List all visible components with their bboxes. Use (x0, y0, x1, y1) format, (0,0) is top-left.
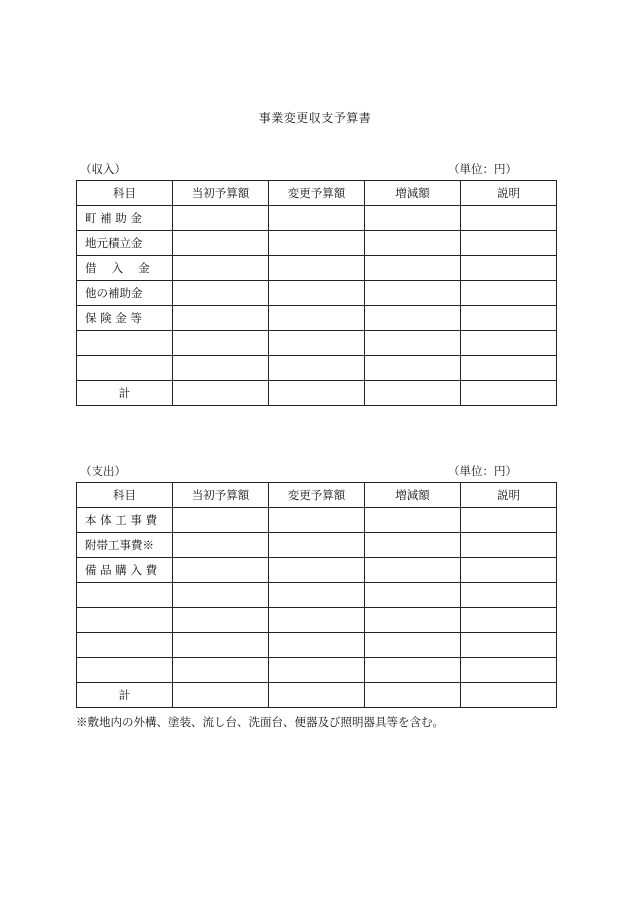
expense-item-label[interactable] (77, 608, 173, 633)
initial-budget-cell[interactable] (173, 206, 269, 231)
description-total-cell[interactable] (461, 683, 557, 708)
description-cell[interactable] (461, 306, 557, 331)
revised-budget-cell[interactable] (269, 533, 365, 558)
income-item-label: 他の補助金 (77, 281, 173, 306)
initial-budget-cell[interactable] (173, 608, 269, 633)
expense-item-label[interactable] (77, 583, 173, 608)
table-row (77, 281, 557, 306)
revised-budget-cell[interactable] (269, 608, 365, 633)
income-header-row (77, 181, 557, 206)
income-item-label[interactable] (77, 356, 173, 381)
revised-budget-cell[interactable] (269, 306, 365, 331)
description-cell[interactable] (461, 356, 557, 381)
revised-budget-cell[interactable] (269, 633, 365, 658)
change-cell[interactable] (365, 231, 461, 256)
change-cell[interactable] (365, 508, 461, 533)
table-row (77, 356, 557, 381)
initial-budget-cell[interactable] (173, 633, 269, 658)
change-cell[interactable] (365, 533, 461, 558)
revised-budget-cell[interactable] (269, 331, 365, 356)
initial-budget-cell[interactable] (173, 533, 269, 558)
change-cell[interactable] (365, 633, 461, 658)
total-row (77, 683, 557, 708)
table-row (77, 583, 557, 608)
income-item-label: 保 険 金 等 (77, 306, 173, 331)
header-change: 増減額 (365, 483, 461, 508)
change-cell[interactable] (365, 281, 461, 306)
table-row (77, 231, 557, 256)
change-cell[interactable] (365, 583, 461, 608)
expense-item-label: 附帯工事費※ (77, 533, 173, 558)
header-subject: 科目 (77, 181, 173, 206)
initial-budget-cell[interactable] (173, 583, 269, 608)
table-row (77, 633, 557, 658)
header-change: 増減額 (365, 181, 461, 206)
description-cell[interactable] (461, 608, 557, 633)
header-description: 説明 (461, 181, 557, 206)
table-row (77, 306, 557, 331)
income-item-label: 借 入 金 (77, 256, 173, 281)
initial-budget-cell[interactable] (173, 331, 269, 356)
initial-budget-cell[interactable] (173, 658, 269, 683)
initial-budget-cell[interactable] (173, 281, 269, 306)
revised-budget-cell[interactable] (269, 508, 365, 533)
header-revised-budget: 変更予算額 (269, 181, 365, 206)
revised-budget-cell[interactable] (269, 231, 365, 256)
change-total-cell[interactable] (365, 683, 461, 708)
description-cell[interactable] (461, 281, 557, 306)
description-cell[interactable] (461, 206, 557, 231)
table-row (77, 331, 557, 356)
description-cell[interactable] (461, 256, 557, 281)
expense-total-label: 計 (77, 683, 173, 708)
revised-budget-total-cell[interactable] (269, 683, 365, 708)
initial-budget-total-cell[interactable] (173, 683, 269, 708)
footnote: ※敷地内の外構、塗装、流し台、洗面台、便器及び照明器具等を含む。 (76, 715, 444, 729)
change-cell[interactable] (365, 658, 461, 683)
table-row (77, 256, 557, 281)
change-cell[interactable] (365, 608, 461, 633)
header-description: 説明 (461, 483, 557, 508)
revised-budget-cell[interactable] (269, 256, 365, 281)
table-row (77, 508, 557, 533)
expense-item-label[interactable] (77, 633, 173, 658)
income-section-label: （収入） (80, 162, 126, 176)
description-cell[interactable] (461, 658, 557, 683)
initial-budget-cell[interactable] (173, 256, 269, 281)
initial-budget-cell[interactable] (173, 231, 269, 256)
initial-budget-cell[interactable] (173, 306, 269, 331)
change-cell[interactable] (365, 331, 461, 356)
change-cell[interactable] (365, 558, 461, 583)
change-cell[interactable] (365, 256, 461, 281)
table-row (77, 533, 557, 558)
income-table (76, 180, 557, 406)
expense-item-label: 本 体 工 事 費 (77, 508, 173, 533)
expense-section-label: （支出） (80, 464, 126, 478)
initial-budget-cell[interactable] (173, 508, 269, 533)
table-row (77, 658, 557, 683)
header-initial-budget: 当初予算額 (173, 181, 269, 206)
revised-budget-cell[interactable] (269, 558, 365, 583)
initial-budget-cell[interactable] (173, 356, 269, 381)
change-cell[interactable] (365, 356, 461, 381)
income-unit-label: （単位：円） (448, 162, 517, 176)
revised-budget-cell[interactable] (269, 281, 365, 306)
table-row (77, 558, 557, 583)
description-cell[interactable] (461, 633, 557, 658)
header-revised-budget: 変更予算額 (269, 483, 365, 508)
revised-budget-cell[interactable] (269, 206, 365, 231)
document-title: 事業変更収支予算書 (258, 111, 372, 125)
expense-item-label[interactable] (77, 658, 173, 683)
initial-budget-cell[interactable] (173, 558, 269, 583)
description-total-cell[interactable] (461, 381, 557, 406)
income-total-label: 計 (77, 381, 173, 406)
expense-header-row (77, 483, 557, 508)
revised-budget-total-cell[interactable] (269, 381, 365, 406)
change-cell[interactable] (365, 206, 461, 231)
table-row (77, 206, 557, 231)
change-cell[interactable] (365, 306, 461, 331)
expense-unit-label: （単位：円） (448, 464, 517, 478)
change-total-cell[interactable] (365, 381, 461, 406)
table-row (77, 608, 557, 633)
expense-table (76, 482, 557, 708)
description-cell[interactable] (461, 558, 557, 583)
initial-budget-total-cell[interactable] (173, 381, 269, 406)
description-cell[interactable] (461, 583, 557, 608)
description-cell[interactable] (461, 231, 557, 256)
description-cell[interactable] (461, 533, 557, 558)
header-subject: 科目 (77, 483, 173, 508)
expense-item-label: 備 品 購 入 費 (77, 558, 173, 583)
revised-budget-cell[interactable] (269, 356, 365, 381)
income-item-label: 地元積立金 (77, 231, 173, 256)
income-item-label[interactable] (77, 331, 173, 356)
revised-budget-cell[interactable] (269, 658, 365, 683)
total-row (77, 381, 557, 406)
revised-budget-cell[interactable] (269, 583, 365, 608)
header-initial-budget: 当初予算額 (173, 483, 269, 508)
description-cell[interactable] (461, 331, 557, 356)
description-cell[interactable] (461, 508, 557, 533)
income-item-label: 町 補 助 金 (77, 206, 173, 231)
